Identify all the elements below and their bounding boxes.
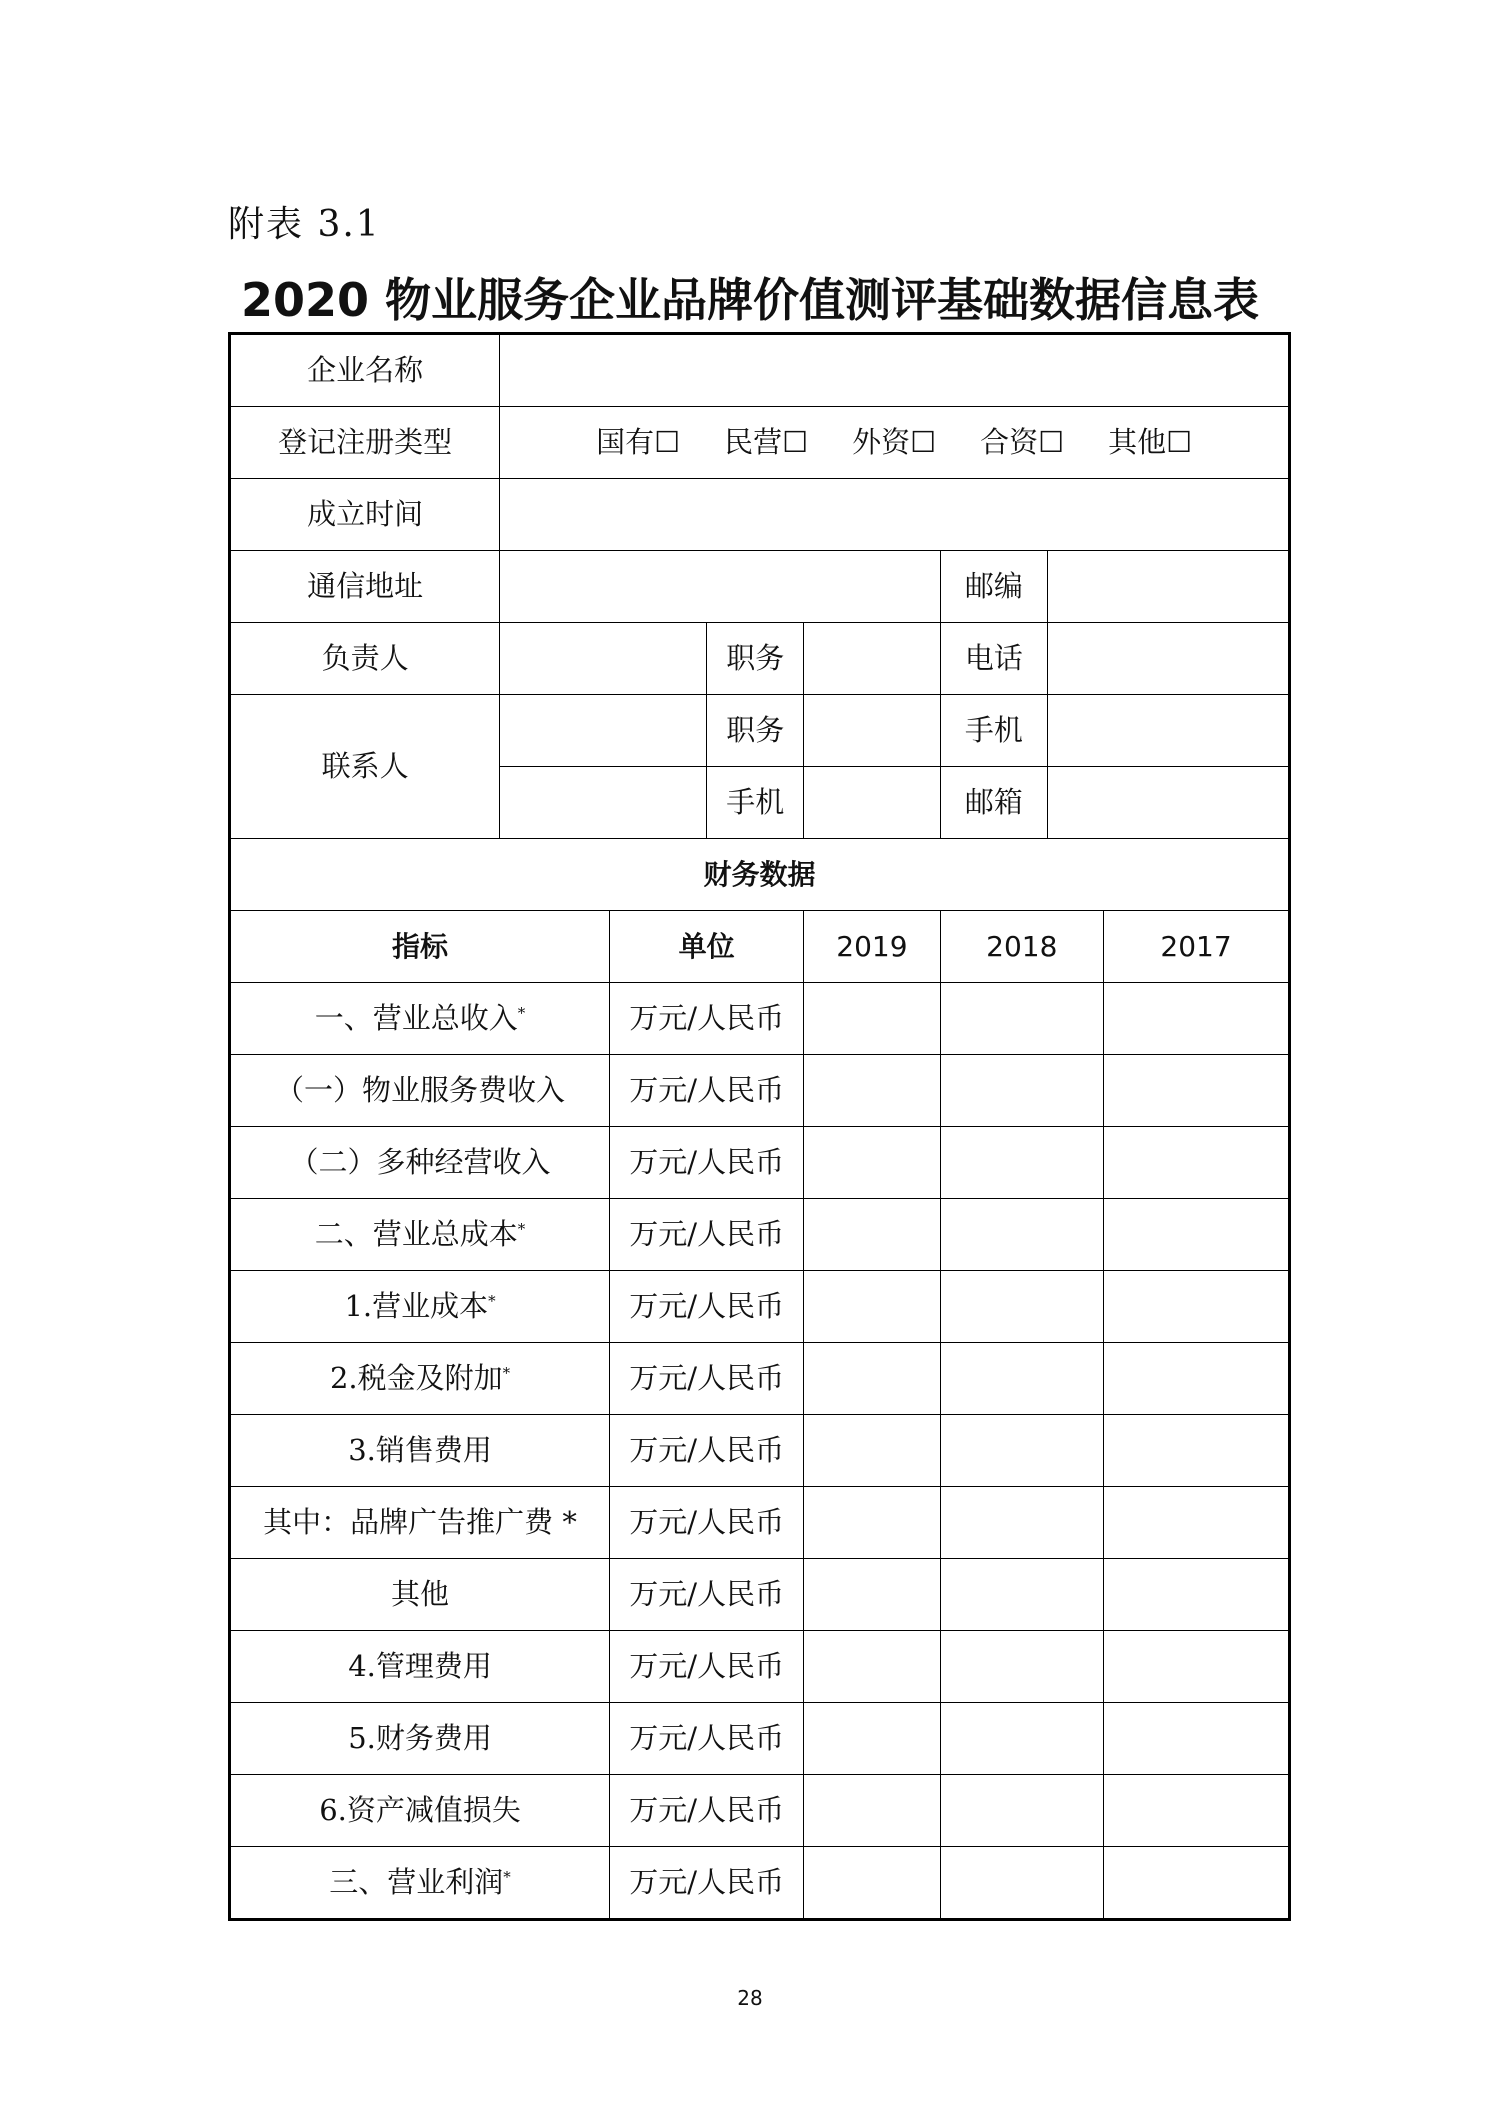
header-year-2017: 2017 bbox=[1104, 911, 1290, 983]
finance-cell-2019[interactable] bbox=[804, 1631, 940, 1703]
finance-cell-2019[interactable] bbox=[804, 1775, 940, 1847]
finance-row-label bbox=[230, 1199, 610, 1271]
finance-row-unit: 万元/人民币 bbox=[610, 1271, 804, 1343]
label-postcode: 邮编 bbox=[940, 551, 1048, 623]
field-contact-extra[interactable] bbox=[500, 767, 707, 839]
field-founded[interactable] bbox=[500, 479, 1290, 551]
finance-row-unit: 万元/人民币 bbox=[610, 1487, 804, 1559]
reg-option-state[interactable]: 国有☐ bbox=[596, 425, 681, 460]
finance-cell-2019[interactable] bbox=[804, 1199, 940, 1271]
finance-row-label bbox=[230, 1631, 610, 1703]
finance-row-label bbox=[230, 1847, 610, 1920]
finance-row-label-text: 5.财务费用 bbox=[348, 1721, 492, 1756]
field-contact-name[interactable] bbox=[500, 695, 707, 767]
finance-row-label bbox=[230, 1487, 610, 1559]
finance-cell-2017[interactable] bbox=[1104, 1127, 1290, 1199]
reg-option-joint[interactable]: 合资☐ bbox=[980, 425, 1065, 460]
finance-row-label-text: （二）多种经营收入 bbox=[289, 1145, 551, 1180]
finance-row-label-text: 二、营业总成本 bbox=[314, 1217, 518, 1252]
finance-cell-2018[interactable] bbox=[940, 1415, 1104, 1487]
finance-row-label bbox=[230, 983, 610, 1055]
finance-row bbox=[230, 1271, 1290, 1343]
form-title: 2020 物业服务企业品牌价值测评基础数据信息表 bbox=[240, 273, 1260, 327]
finance-row-label bbox=[230, 1703, 610, 1775]
row-contact-1 bbox=[230, 695, 1290, 767]
finance-row-unit: 万元/人民币 bbox=[610, 1775, 804, 1847]
finance-row bbox=[230, 1343, 1290, 1415]
finance-row bbox=[230, 1415, 1290, 1487]
finance-cell-2017[interactable] bbox=[1104, 1199, 1290, 1271]
field-leader-position[interactable] bbox=[804, 623, 940, 695]
label-contact-mobile-2: 手机 bbox=[707, 767, 804, 839]
field-reg-type bbox=[500, 407, 1290, 479]
finance-section-title: 财务数据 bbox=[230, 839, 1290, 911]
label-contact: 联系人 bbox=[230, 695, 500, 839]
finance-row-label bbox=[230, 1559, 610, 1631]
required-mark: * bbox=[503, 1868, 511, 1887]
finance-cell-2019[interactable] bbox=[804, 1343, 940, 1415]
finance-row-unit: 万元/人民币 bbox=[610, 1055, 804, 1127]
label-address: 通信地址 bbox=[230, 551, 500, 623]
finance-row-unit: 万元/人民币 bbox=[610, 1847, 804, 1920]
label-founded: 成立时间 bbox=[230, 479, 500, 551]
finance-row-unit: 万元/人民币 bbox=[610, 1199, 804, 1271]
header-unit: 单位 bbox=[610, 911, 804, 983]
finance-cell-2017[interactable] bbox=[1104, 983, 1290, 1055]
finance-row-label-text: 6.资产减值损失 bbox=[319, 1793, 521, 1828]
finance-cell-2019[interactable] bbox=[804, 1703, 940, 1775]
finance-row bbox=[230, 983, 1290, 1055]
appendix-caption: 附表 3.1 bbox=[228, 204, 381, 245]
finance-cell-2018[interactable] bbox=[940, 1199, 1104, 1271]
row-finance-header bbox=[230, 911, 1290, 983]
finance-row bbox=[230, 1487, 1290, 1559]
finance-cell-2019[interactable] bbox=[804, 1415, 940, 1487]
finance-cell-2017[interactable] bbox=[1104, 1703, 1290, 1775]
finance-row-label bbox=[230, 1343, 610, 1415]
finance-cell-2018[interactable] bbox=[940, 1487, 1104, 1559]
required-mark: * bbox=[517, 1220, 526, 1239]
finance-row-unit: 万元/人民币 bbox=[610, 1343, 804, 1415]
finance-row-label bbox=[230, 1415, 610, 1487]
finance-row bbox=[230, 1631, 1290, 1703]
finance-row-label-text: 1.营业成本 bbox=[344, 1289, 489, 1324]
finance-cell-2018[interactable] bbox=[940, 1271, 1104, 1343]
row-reg-type bbox=[230, 407, 1290, 479]
row-finance-title bbox=[230, 839, 1290, 911]
finance-row-unit: 万元/人民币 bbox=[610, 983, 804, 1055]
label-phone: 电话 bbox=[940, 623, 1048, 695]
finance-cell-2017[interactable] bbox=[1104, 1487, 1290, 1559]
finance-cell-2019[interactable] bbox=[804, 1847, 940, 1920]
finance-row-label-text: （一）物业服务费收入 bbox=[275, 1073, 566, 1108]
finance-row-label-text: 其他 bbox=[391, 1577, 450, 1612]
label-email: 邮箱 bbox=[940, 767, 1048, 839]
finance-cell-2018[interactable] bbox=[940, 1631, 1104, 1703]
finance-cell-2018[interactable] bbox=[940, 1703, 1104, 1775]
field-postcode[interactable] bbox=[1048, 551, 1290, 623]
finance-cell-2017[interactable] bbox=[1104, 1631, 1290, 1703]
field-contact-position[interactable] bbox=[804, 695, 940, 767]
finance-row bbox=[230, 1055, 1290, 1127]
finance-row bbox=[230, 1559, 1290, 1631]
finance-cell-2017[interactable] bbox=[1104, 1559, 1290, 1631]
finance-row-label-text: 3.销售费用 bbox=[348, 1433, 492, 1468]
label-contact-mobile: 手机 bbox=[940, 695, 1048, 767]
finance-row-label bbox=[230, 1055, 610, 1127]
finance-row bbox=[230, 1199, 1290, 1271]
finance-row bbox=[230, 1775, 1290, 1847]
label-reg-type: 登记注册类型 bbox=[230, 407, 500, 479]
finance-cell-2019[interactable] bbox=[804, 983, 940, 1055]
finance-cell-2018[interactable] bbox=[940, 1127, 1104, 1199]
finance-cell-2017[interactable] bbox=[1104, 1775, 1290, 1847]
required-mark: * bbox=[502, 1364, 511, 1383]
finance-row-label-text: 一、营业总收入 bbox=[314, 1001, 518, 1036]
finance-cell-2019[interactable] bbox=[804, 1055, 940, 1127]
page-number: 28 bbox=[737, 1986, 763, 2010]
reg-option-foreign[interactable]: 外资☐ bbox=[852, 425, 937, 460]
row-company-name bbox=[230, 334, 1290, 407]
row-address bbox=[230, 551, 1290, 623]
row-leader bbox=[230, 623, 1290, 695]
field-email[interactable] bbox=[1048, 767, 1290, 839]
finance-cell-2018[interactable] bbox=[940, 1055, 1104, 1127]
header-year-2019: 2019 bbox=[804, 911, 940, 983]
finance-cell-2018[interactable] bbox=[940, 1775, 1104, 1847]
finance-row bbox=[230, 1127, 1290, 1199]
data-form-table bbox=[228, 332, 1291, 1921]
finance-row bbox=[230, 1847, 1290, 1920]
field-leader[interactable] bbox=[500, 623, 707, 695]
field-contact-mobile-2[interactable] bbox=[804, 767, 940, 839]
finance-cell-2017[interactable] bbox=[1104, 1271, 1290, 1343]
finance-row-label-text: 三、营业利润 bbox=[329, 1865, 504, 1900]
finance-row-unit: 万元/人民币 bbox=[610, 1415, 804, 1487]
label-contact-position: 职务 bbox=[707, 695, 804, 767]
finance-cell-2019[interactable] bbox=[804, 1487, 940, 1559]
finance-row-unit: 万元/人民币 bbox=[610, 1559, 804, 1631]
finance-row-label bbox=[230, 1271, 610, 1343]
header-indicator: 指标 bbox=[230, 911, 610, 983]
field-company-name[interactable] bbox=[500, 334, 1290, 407]
finance-cell-2018[interactable] bbox=[940, 983, 1104, 1055]
finance-cell-2017[interactable] bbox=[1104, 1055, 1290, 1127]
finance-cell-2019[interactable] bbox=[804, 1559, 940, 1631]
header-year-2018: 2018 bbox=[940, 911, 1104, 983]
label-company-name: 企业名称 bbox=[230, 334, 500, 407]
reg-option-private[interactable]: 民营☐ bbox=[724, 425, 809, 460]
finance-cell-2017[interactable] bbox=[1104, 1415, 1290, 1487]
finance-row-label bbox=[230, 1775, 610, 1847]
finance-row-label-text: 其中：品牌广告推广费 * bbox=[263, 1505, 577, 1540]
finance-cell-2018[interactable] bbox=[940, 1847, 1104, 1920]
finance-row-unit: 万元/人民币 bbox=[610, 1703, 804, 1775]
field-contact-mobile[interactable] bbox=[1048, 695, 1290, 767]
finance-cell-2018[interactable] bbox=[940, 1343, 1104, 1415]
row-founded bbox=[230, 479, 1290, 551]
finance-row-unit: 万元/人民币 bbox=[610, 1127, 804, 1199]
finance-cell-2019[interactable] bbox=[804, 1271, 940, 1343]
finance-cell-2017[interactable] bbox=[1104, 1847, 1290, 1920]
label-leader: 负责人 bbox=[230, 623, 500, 695]
field-phone[interactable] bbox=[1048, 623, 1290, 695]
field-address[interactable] bbox=[500, 551, 940, 623]
finance-row-label-text: 2.税金及附加 bbox=[329, 1361, 503, 1396]
finance-cell-2017[interactable] bbox=[1104, 1343, 1290, 1415]
finance-row-unit: 万元/人民币 bbox=[610, 1631, 804, 1703]
reg-option-other[interactable]: 其他☐ bbox=[1108, 425, 1193, 460]
finance-cell-2019[interactable] bbox=[804, 1127, 940, 1199]
finance-row-label-text: 4.管理费用 bbox=[348, 1649, 492, 1684]
finance-cell-2018[interactable] bbox=[940, 1559, 1104, 1631]
required-mark: * bbox=[517, 1004, 526, 1023]
finance-row-label bbox=[230, 1127, 610, 1199]
finance-row bbox=[230, 1703, 1290, 1775]
finance-rows bbox=[230, 983, 1290, 1920]
label-leader-position: 职务 bbox=[707, 623, 804, 695]
required-mark: * bbox=[488, 1292, 496, 1311]
